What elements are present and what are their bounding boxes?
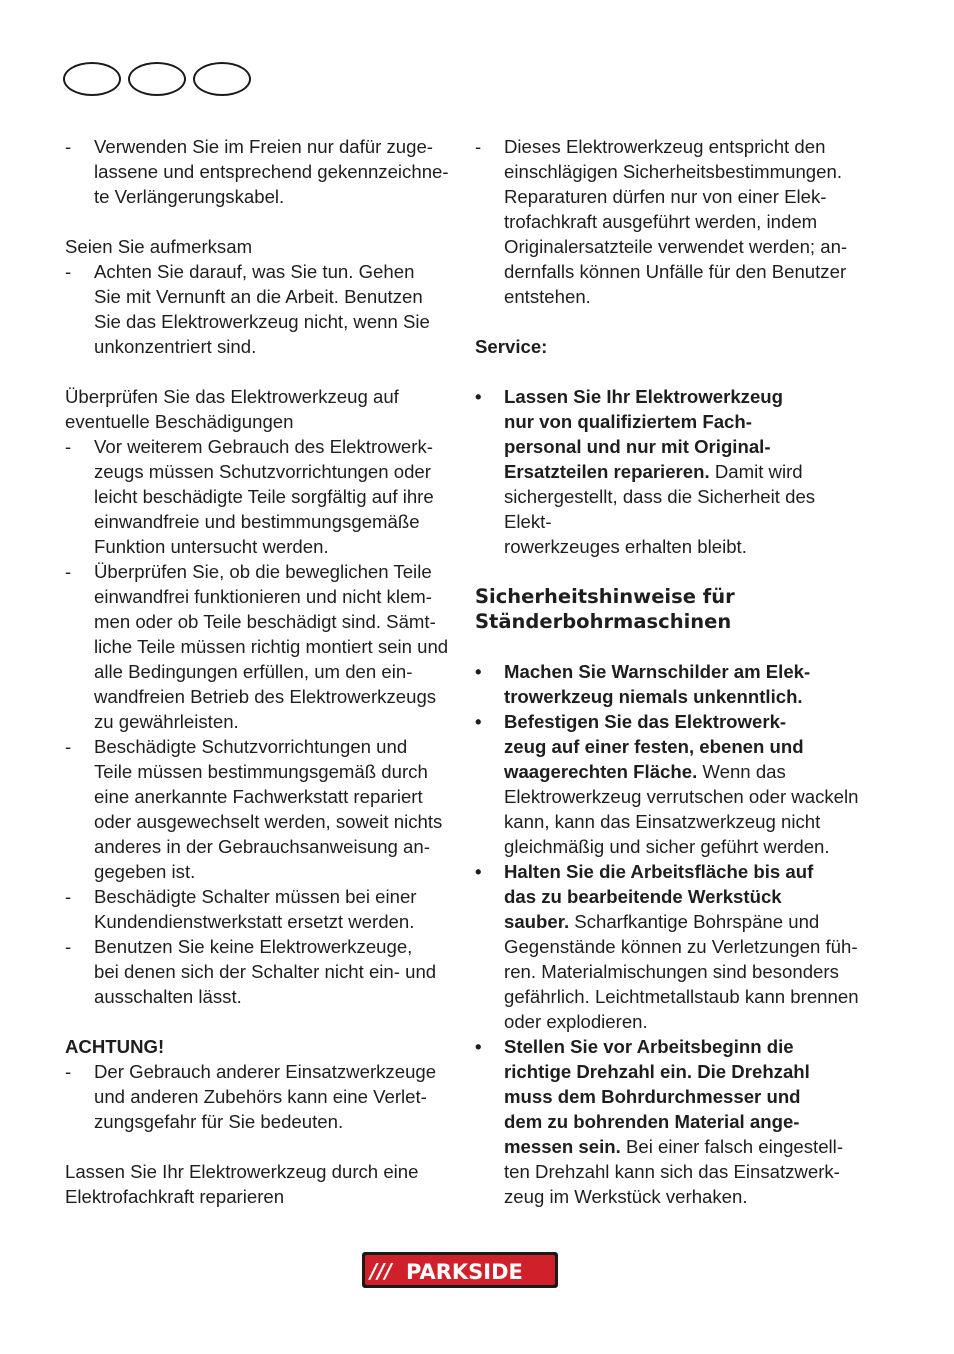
bullet-item bbox=[475, 709, 867, 859]
bullet-marker: • bbox=[475, 1036, 482, 1057]
text-line: Sie mit Vernunft an die Arbeit. Benutzen bbox=[94, 286, 423, 307]
text-line: rowerkzeuges erhalten bleibt. bbox=[504, 536, 747, 557]
text-line: Befestigen Sie das Elektrowerk- bbox=[504, 711, 787, 732]
text-line: trofachkraft ausgeführt werden, indem bbox=[504, 211, 818, 232]
text-line: Teile müssen bestimmungsgemäß durch bbox=[94, 761, 428, 782]
list-item bbox=[65, 559, 450, 734]
text-line: nur von qualifiziertem Fach- bbox=[504, 411, 752, 432]
text-line: ren. Materialmischungen sind besonders bbox=[504, 961, 839, 982]
text-line: dernfalls können Unfälle für den Benutzer bbox=[504, 261, 847, 282]
dash-marker: - bbox=[65, 936, 72, 957]
text-line: zu gewährleisten. bbox=[94, 711, 239, 732]
list-item bbox=[65, 934, 450, 1009]
bullet-item bbox=[475, 859, 867, 1034]
list-item bbox=[65, 1059, 450, 1134]
text-line: Ersatzteilen reparieren. Damit wird bbox=[504, 461, 803, 482]
text-line: gefährlich. Leichtmetallstaub kann brennen bbox=[504, 986, 859, 1007]
dash-marker: - bbox=[65, 136, 72, 157]
text-line: das zu bearbeitende Werkstück bbox=[504, 886, 782, 907]
text-line: Der Gebrauch anderer Einsatzwerkzeuge bbox=[94, 1061, 437, 1082]
text-line: Achten Sie darauf, was Sie tun. Gehen bbox=[94, 261, 415, 282]
list-item bbox=[65, 884, 450, 934]
text-line: Beschädigte Schutzvorrichtungen und bbox=[94, 736, 408, 757]
service-title: Service: bbox=[475, 336, 548, 357]
text-line: Elektrowerkzeug verrutschen oder wackeln bbox=[504, 786, 859, 807]
dash-marker: - bbox=[65, 436, 72, 457]
text-line: kann, kann das Einsatzwerkzeug nicht bbox=[504, 811, 821, 832]
dash-marker: - bbox=[65, 261, 72, 282]
text-line: Dieses Elektrowerkzeug entspricht den bbox=[504, 136, 826, 157]
text-line: Elektrofachkraft reparieren bbox=[65, 1186, 285, 1207]
list-item bbox=[65, 434, 450, 559]
text-line: Machen Sie Warnschilder am Elek- bbox=[504, 661, 811, 682]
text-line: Kundendienstwerkstatt ersetzt werden. bbox=[94, 911, 415, 932]
text-line: bei denen sich der Schalter nicht ein- und bbox=[94, 961, 437, 982]
text-line: ausschalten lässt. bbox=[94, 986, 242, 1007]
text-line: alle Bedingungen erfüllen, um den ein- bbox=[94, 661, 413, 682]
country-badge-3 bbox=[193, 62, 251, 96]
text-line: oder ausgewechselt werden, soweit nichts bbox=[94, 811, 443, 832]
text-line: trowerkzeug niemals unkenntlich. bbox=[504, 686, 803, 707]
parkside-logo bbox=[362, 1252, 558, 1288]
text-line: men oder ob Teile beschädigt sind. Sämt- bbox=[94, 611, 436, 632]
dash-marker: - bbox=[65, 561, 72, 582]
text-line: eventuelle Beschädigungen bbox=[65, 411, 294, 432]
logo-text: PARKSIDE bbox=[406, 1260, 523, 1284]
text-line: Lassen Sie Ihr Elektrowerkzeug durch eine bbox=[65, 1161, 419, 1182]
text-line: leicht beschädigte Teile sorgfältig auf ihre bbox=[94, 486, 434, 507]
text-line: oder explodieren. bbox=[504, 1011, 648, 1032]
dash-marker: - bbox=[65, 886, 72, 907]
text-line: richtige Drehzahl ein. Die Drehzahl bbox=[504, 1061, 810, 1082]
text-line: Funktion untersucht werden. bbox=[94, 536, 329, 557]
text-line: zungsgefahr für Sie bedeuten. bbox=[94, 1111, 344, 1132]
section-intro bbox=[65, 384, 450, 434]
bullet-marker: • bbox=[475, 386, 482, 407]
section-heading bbox=[475, 584, 867, 634]
text-line: sauber. Scharfkantige Bohrspäne und bbox=[504, 911, 820, 932]
bullet-item bbox=[475, 384, 867, 559]
country-code-badges bbox=[63, 62, 253, 100]
text-line: Reparaturen dürfen nur von einer Elek- bbox=[504, 186, 827, 207]
text-line: te Verlängerungskabel. bbox=[94, 186, 285, 207]
text-line: zeug im Werkstück verhaken. bbox=[504, 1186, 748, 1207]
right-column bbox=[475, 134, 867, 1209]
text-line: liche Teile müssen richtig montiert sein und bbox=[94, 636, 449, 657]
text-line: Stellen Sie vor Arbeitsbeginn die bbox=[504, 1036, 794, 1057]
left-column bbox=[65, 134, 450, 1209]
text-line: Sie das Elektrowerkzeug nicht, wenn Sie bbox=[94, 311, 430, 332]
bullet-item bbox=[475, 1034, 867, 1209]
text-line: Halten Sie die Arbeitsfläche bis auf bbox=[504, 861, 814, 882]
text-line: Verwenden Sie im Freien nur dafür zuge- bbox=[94, 136, 433, 157]
closing-paragraph bbox=[65, 1159, 450, 1209]
dash-marker: - bbox=[475, 136, 482, 157]
text-line: Überprüfen Sie das Elektrowerkzeug auf bbox=[65, 386, 399, 407]
text-line: ten Drehzahl kann sich das Einsatzwerk- bbox=[504, 1161, 840, 1182]
text-line: zeug auf einer festen, ebenen und bbox=[504, 736, 804, 757]
country-badge-2 bbox=[128, 62, 186, 96]
text-line: Vor weiterem Gebrauch des Elektrowerk- bbox=[94, 436, 433, 457]
text-line: einwandfreie und bestimmungsgemäße bbox=[94, 511, 420, 532]
text-line: Originalersatzteile verwendet werden; an- bbox=[504, 236, 848, 257]
section-intro: Seien Sie aufmerksam bbox=[65, 236, 253, 257]
text-line: einwandfrei funktionieren und nicht klem- bbox=[94, 586, 432, 607]
text-line: messen sein. Bei einer falsch eingestell- bbox=[504, 1136, 844, 1157]
text-line: Sicherheitshinweise für bbox=[475, 585, 735, 608]
text-line: anderes in der Gebrauchsanweisung an- bbox=[94, 836, 430, 857]
bullet-item bbox=[475, 659, 867, 709]
text-line: unkonzentriert sind. bbox=[94, 336, 257, 357]
text-line: Gegenstände können zu Verletzungen füh- bbox=[504, 936, 858, 957]
logo-slashes: /// bbox=[370, 1259, 392, 1283]
text-line: und anderen Zubehörs kann eine Verlet- bbox=[94, 1086, 427, 1107]
text-line: sichergestellt, dass die Sicherheit des Elekt- bbox=[504, 486, 816, 532]
text-line: Beschädigte Schalter müssen bei einer bbox=[94, 886, 417, 907]
bullet-marker: • bbox=[475, 661, 482, 682]
dash-marker: - bbox=[65, 1061, 72, 1082]
text-line: Überprüfen Sie, ob die beweglichen Teile bbox=[94, 561, 432, 582]
text-line: gegeben ist. bbox=[94, 861, 196, 882]
text-line: personal und nur mit Original- bbox=[504, 436, 771, 457]
text-line: Benutzen Sie keine Elektrowerkzeuge, bbox=[94, 936, 413, 957]
bullet-marker: • bbox=[475, 711, 482, 732]
text-line: Lassen Sie Ihr Elektrowerkzeug bbox=[504, 386, 784, 407]
text-line: dem zu bohrenden Material ange- bbox=[504, 1111, 800, 1132]
warning-title: ACHTUNG! bbox=[65, 1036, 165, 1057]
list-item bbox=[65, 734, 450, 884]
text-line: entstehen. bbox=[504, 286, 591, 307]
text-line: eine anerkannte Fachwerkstatt repariert bbox=[94, 786, 423, 807]
text-line: zeugs müssen Schutzvorrichtungen oder bbox=[94, 461, 431, 482]
list-item bbox=[65, 259, 450, 359]
text-line: wandfreien Betrieb des Elektrowerkzeugs bbox=[94, 686, 437, 707]
list-item bbox=[475, 134, 867, 309]
text-line: waagerechten Fläche. Wenn das bbox=[504, 761, 786, 782]
text-line: Ständerbohrmaschinen bbox=[475, 610, 732, 633]
text-line: einschlägigen Sicherheitsbestimmungen. bbox=[504, 161, 842, 182]
text-line: gleichmäßig und sicher geführt werden. bbox=[504, 836, 830, 857]
text-line: lassene und entsprechend gekennzeichne- bbox=[94, 161, 449, 182]
text-line: muss dem Bohrdurchmesser und bbox=[504, 1086, 801, 1107]
bullet-marker: • bbox=[475, 861, 482, 882]
dash-marker: - bbox=[65, 736, 72, 757]
list-item bbox=[65, 134, 450, 209]
country-badge-1 bbox=[63, 62, 121, 96]
